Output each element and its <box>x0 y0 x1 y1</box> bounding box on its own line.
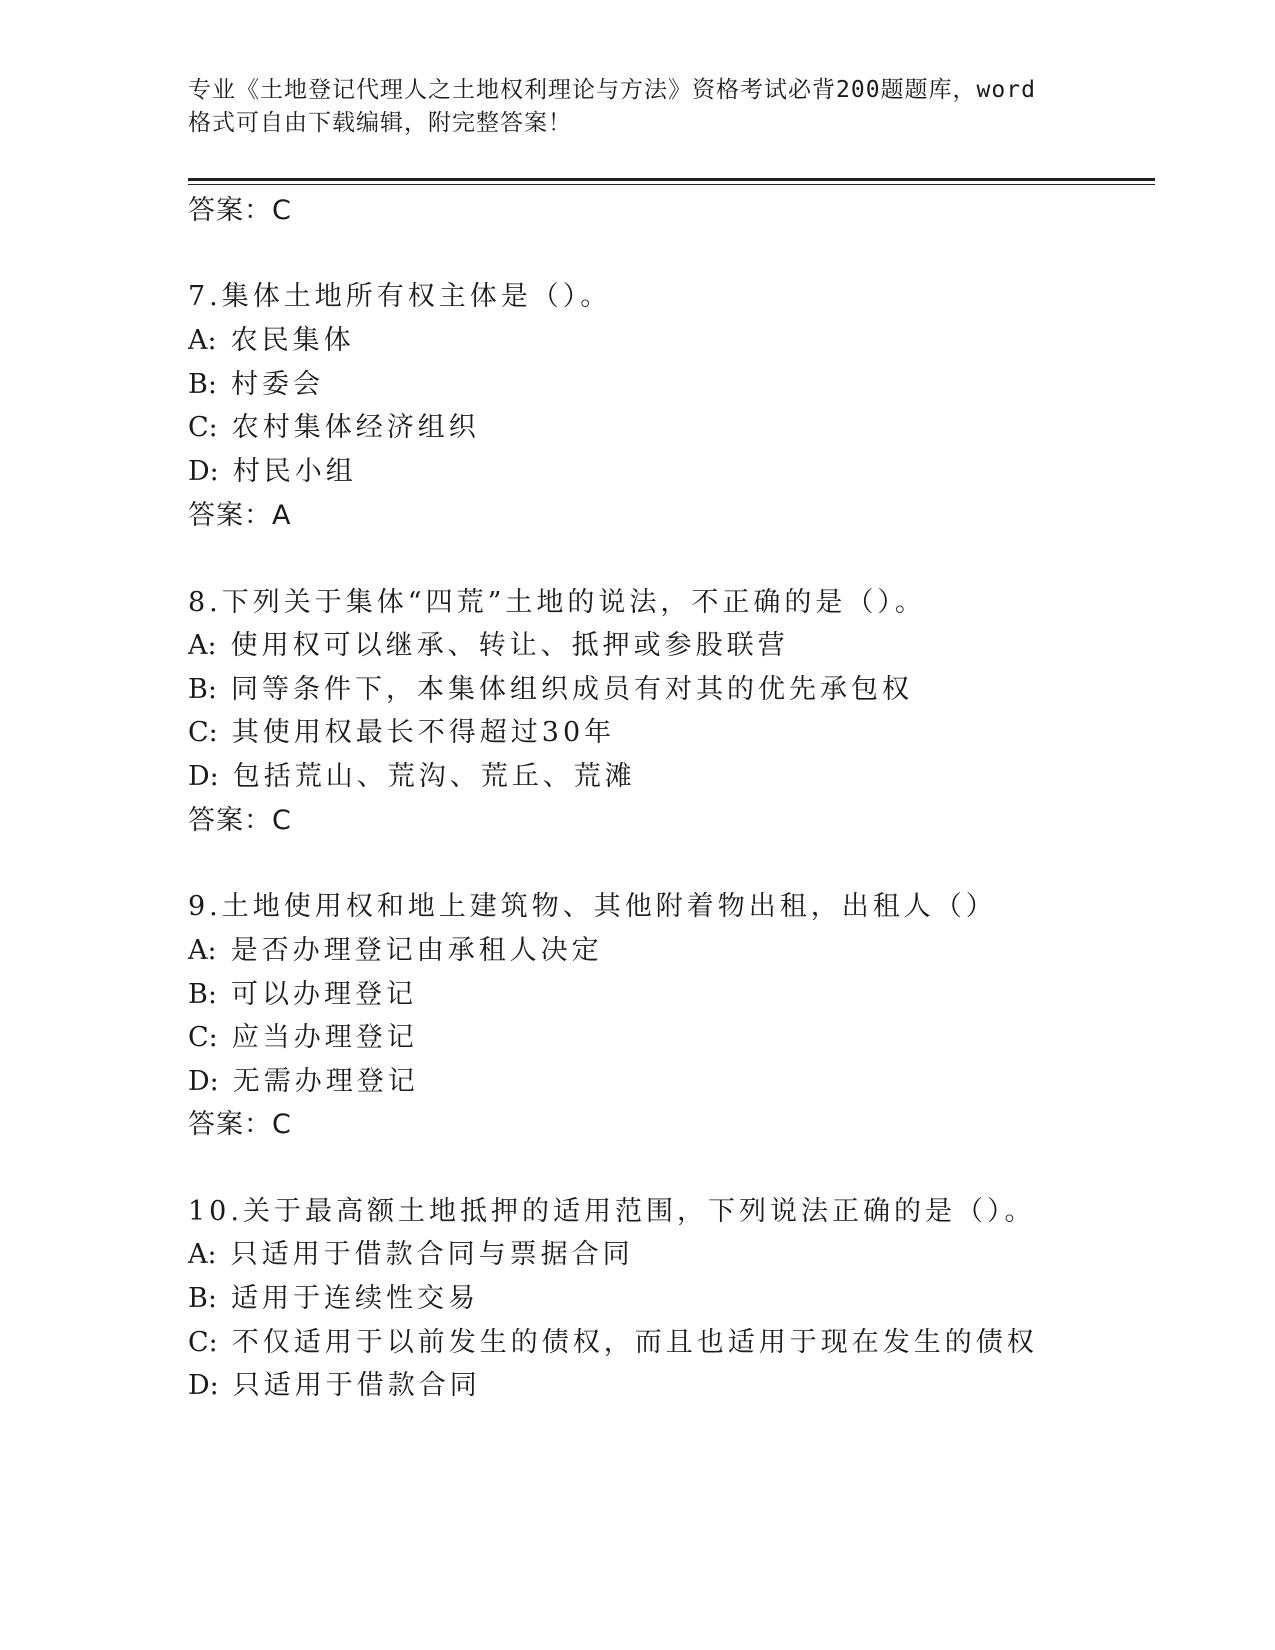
question-10-option-d: D: 只适用于借款合同 <box>188 1370 481 1401</box>
question-7-option-a: A: 农民集体 <box>188 325 355 356</box>
previous-answer: 答案：C <box>188 195 292 226</box>
question-9-answer: 答案：C <box>188 1109 292 1140</box>
question-10-stem: 10.关于最高额土地抵押的适用范围，下列说法正确的是（）。 <box>188 1196 1036 1227</box>
question-8-option-a: A: 使用权可以继承、转让、抵押或参股联营 <box>188 630 789 661</box>
question-10-option-a: A: 只适用于借款合同与票据合同 <box>188 1239 634 1270</box>
document-header <box>188 74 1088 140</box>
question-8-option-c: C: 其使用权最长不得超过30年 <box>188 717 616 748</box>
header-divider-thick <box>188 178 1155 181</box>
header-divider-thin <box>188 184 1155 185</box>
question-9-option-d: D: 无需办理登记 <box>188 1066 419 1097</box>
question-9-stem: 9.土地使用权和地上建筑物、其他附着物出租，出租人（） <box>188 891 997 922</box>
header-line-1: 专业《土地登记代理人之土地权利理论与方法》资格考试必背200题题库，word <box>188 77 1036 103</box>
question-7-option-b: B: 村委会 <box>188 369 324 400</box>
question-7-option-c: C: 农村集体经济组织 <box>188 412 480 443</box>
question-8-option-b: B: 同等条件下，本集体组织成员有对其的优先承包权 <box>188 674 913 705</box>
question-7-option-d: D: 村民小组 <box>188 456 357 487</box>
question-9-option-c: C: 应当办理登记 <box>188 1022 418 1053</box>
question-7-stem: 7.集体土地所有权主体是（）。 <box>188 281 612 312</box>
question-9-option-b: B: 可以办理登记 <box>188 979 417 1010</box>
question-8-stem: 8.下列关于集体“四荒”土地的说法，不正确的是（）。 <box>188 587 926 618</box>
question-10-option-c: C: 不仅适用于以前发生的债权，而且也适用于现在发生的债权 <box>188 1327 1038 1358</box>
question-9-option-a: A: 是否办理登记由承租人决定 <box>188 935 603 966</box>
header-line-2: 格式可自由下载编辑，附完整答案！ <box>188 110 572 136</box>
question-10-option-b: B: 适用于连续性交易 <box>188 1283 479 1314</box>
question-8-answer: 答案：C <box>188 805 292 836</box>
question-8-option-d: D: 包括荒山、荒沟、荒丘、荒滩 <box>188 761 636 792</box>
question-7-answer: 答案：A <box>188 500 292 531</box>
